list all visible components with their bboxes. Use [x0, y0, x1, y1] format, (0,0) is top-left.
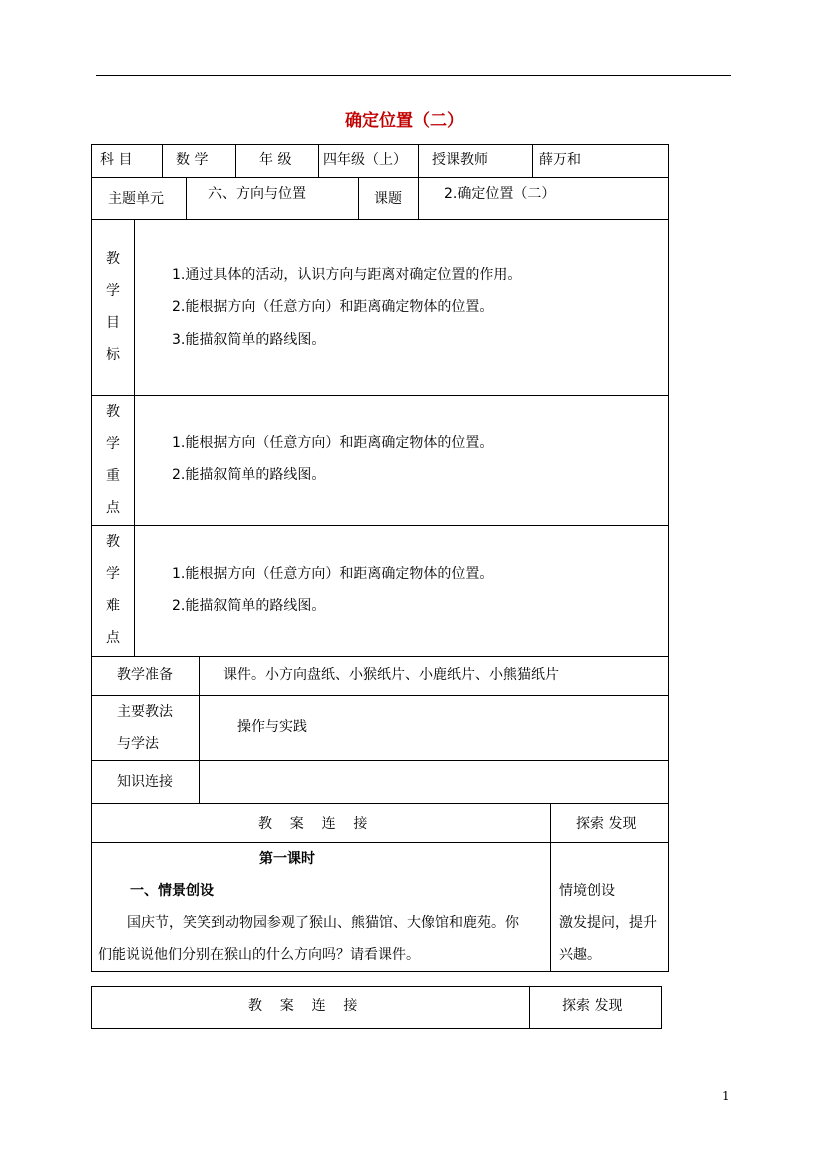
explore-note: 兴趣。 [559, 947, 601, 963]
lesson-label: 课题 [374, 191, 402, 207]
difficulties-label-char: 学 [106, 566, 120, 582]
table-rule [418, 144, 419, 177]
table-rule [91, 219, 669, 220]
objectives-label-char: 教 [106, 251, 120, 267]
table-rule [91, 177, 669, 178]
explore-note: 情境创设 [559, 883, 615, 899]
explore-note: 激发提问，提升 [559, 915, 657, 931]
lesson-plan-header: 教 案 连 接 [248, 998, 358, 1014]
preparation-value: 课件。小方向盘纸、小猴纸片、小鹿纸片、小熊猫纸片 [223, 667, 559, 683]
key-points-label-char: 点 [106, 500, 120, 516]
lesson-paragraph: 们能说说他们分别在猴山的什么方向吗？请看课件。 [98, 947, 420, 963]
key-points-label-char: 学 [106, 436, 120, 452]
table-rule [91, 986, 662, 987]
table-rule [199, 656, 200, 803]
explore-header: 探索 发现 [576, 816, 637, 832]
table-rule [661, 986, 662, 1029]
table-rule [91, 803, 669, 804]
explore-header: 探索 发现 [562, 998, 623, 1014]
table-rule [91, 842, 669, 843]
methods-label: 主要教法 [117, 704, 173, 720]
table-rule [529, 986, 530, 1029]
methods-label: 与学法 [117, 736, 159, 752]
table-rule [91, 760, 669, 761]
objectives-label-char: 学 [106, 283, 120, 299]
table-rule [91, 695, 669, 696]
grade-value: 四年级（上） [323, 152, 407, 168]
table-rule [91, 395, 669, 396]
table-rule [91, 525, 669, 526]
table-rule [186, 177, 187, 219]
objectives-label [105, 243, 121, 371]
unit-label: 主题单元 [108, 191, 164, 207]
header-rule [96, 75, 731, 76]
teacher-value: 薛万和 [539, 152, 581, 168]
section-heading: 一、情景创设 [130, 883, 214, 899]
key-points-label-char: 教 [106, 404, 120, 420]
methods-value: 操作与实践 [237, 719, 307, 735]
table-rule [318, 144, 319, 177]
table-rule [134, 219, 135, 656]
table-rule [91, 656, 669, 657]
subject-value: 数 学 [176, 152, 209, 168]
lesson-plan-header: 教 案 连 接 [258, 816, 368, 832]
objectives-label-char: 标 [106, 347, 120, 363]
difficulty-item: 2.能描叙简单的路线图。 [172, 598, 326, 614]
table-border-right [668, 144, 669, 972]
difficulty-item: 1.能根据方向（任意方向）和距离确定物体的位置。 [172, 566, 494, 582]
lesson-value: 2.确定位置（二） [444, 186, 556, 202]
lesson-paragraph: 国庆节，笑笑到动物园参观了猴山、熊猫馆、大像馆和鹿苑。你 [127, 915, 519, 931]
objective-item: 3.能描叙简单的路线图。 [172, 332, 326, 348]
objective-item: 1.通过具体的活动，认识方向与距离对确定位置的作用。 [172, 267, 522, 283]
difficulties-label-char: 教 [106, 534, 120, 550]
table-rule [358, 177, 359, 219]
teacher-label: 授课教师 [432, 152, 488, 168]
key-points-label [105, 396, 121, 524]
preparation-label: 教学准备 [117, 667, 173, 683]
table-rule [91, 1028, 662, 1029]
table-rule [91, 144, 669, 145]
table-rule [91, 986, 92, 1029]
knowledge-label: 知识连接 [117, 774, 173, 790]
objective-item: 2.能根据方向（任意方向）和距离确定物体的位置。 [172, 299, 494, 315]
table-rule [162, 144, 163, 177]
objectives-label-char: 目 [106, 315, 120, 331]
page-number: 1 [722, 1089, 730, 1103]
grade-label: 年 级 [259, 152, 292, 168]
lesson-period: 第一课时 [259, 851, 315, 867]
page-title: 确定位置（二） [345, 111, 464, 131]
table-rule [532, 144, 533, 177]
key-points-label-char: 重 [106, 468, 120, 484]
key-point-item: 1.能根据方向（任意方向）和距离确定物体的位置。 [172, 435, 494, 451]
table-rule [418, 177, 419, 219]
difficulties-label-char: 难 [106, 598, 120, 614]
table-rule [235, 144, 236, 177]
subject-label: 科 目 [100, 152, 133, 168]
difficulties-label-char: 点 [106, 630, 120, 646]
difficulties-label [105, 526, 121, 654]
table-rule [550, 803, 551, 971]
key-point-item: 2.能描叙简单的路线图。 [172, 467, 326, 483]
table-border-left [91, 144, 92, 972]
unit-value: 六、方向与位置 [208, 186, 306, 202]
table-rule [91, 971, 669, 972]
